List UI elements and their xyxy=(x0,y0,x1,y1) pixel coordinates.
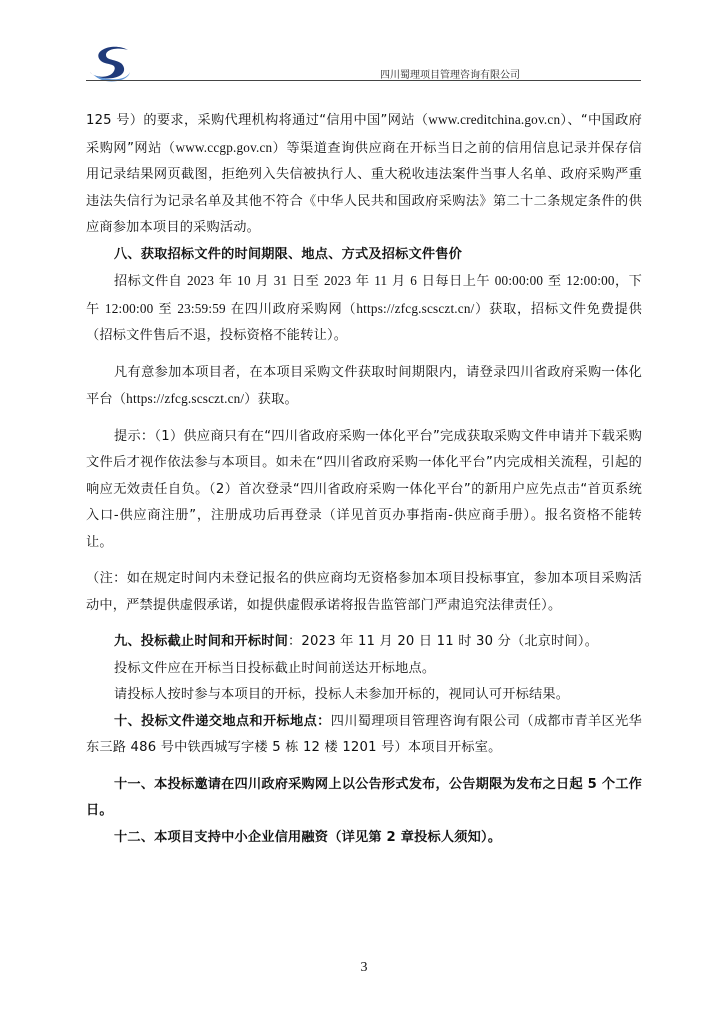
paragraph-note: （注：如在规定时间内未登记报名的供应商均无资格参加本项目投标事宜，参加本项目采购活动中，严禁提供虚假承诺，如提供虚假承诺将报告监管部门严肃追究法律责任）。 xyxy=(86,571,642,613)
company-logo-icon xyxy=(88,44,132,84)
heading-section-12: 十二、本项目支持中小企业信用融资（详见第 2 章投标人须知）。 xyxy=(114,829,502,845)
paragraph-platform-login: 凡有意参加本项目者，在本项目采购文件获取时间期限内，请登录四川省政府采购一体化平台（https://zfcg.scsczt.cn/）获取。 xyxy=(86,364,642,407)
paragraph-document-period: 招标文件自 2023 年 10 月 31 日至 2023 年 11 月 6 日每日上午 00:00:00 至 12:00:00，下午 12:00:00 至 23:59:59 在四川政府采购网（https://zfcg.scsczt.cn/）获取，招标文件免费提供（招标文件售后不退，投标资格不能转让）。 xyxy=(86,273,643,343)
paragraph-attendance: 请投标人按时参与本项目的开标，投标人未参加开标的，视同认可开标结果。 xyxy=(114,687,570,702)
heading-section-11: 十一、本投标邀请在四川政府采购网上以公告形式发布，公告期限为发布之日起 5 个工作日。 xyxy=(86,776,642,818)
heading-section-8: 八、获取招标文件的时间期限、地点、方式及招标文件售价 xyxy=(114,246,463,262)
page-number: 3 xyxy=(360,960,368,975)
paragraph-credit-check: 125 号）的要求，采购代理机构将通过“信用中国”网站（www.creditchina.gov.cn）、“中国政府采购网”网站（www.ccgp.gov.cn）等渠道查询供应商在开标当日之前的信用信息记录并保存信用记录结果网页截图，拒绝列入失信被执行人、重大税收违法案件当事人名单、政府采购严重违法失信行为记录名单及其他不符合《中华人民共和国政府采购法》第二十二条规定条件的供应商参加本项目的采购活动。 xyxy=(86,112,642,235)
header-company-name: 四川蜀理项目管理咨询有限公司 xyxy=(380,70,520,81)
header-divider xyxy=(86,80,641,81)
paragraph-delivery-deadline: 投标文件应在开标当日投标截止时间前送达开标地点。 xyxy=(114,660,436,676)
heading-section-10: 十、投标文件递交地点和开标地点：四川蜀理项目管理咨询有限公司（成都市青羊区光华东三路 486 号中铁西城写字楼 5 栋 12 楼 1201 号）本项目开标室。 xyxy=(86,713,642,755)
heading-section-9: 九、投标截止时间和开标时间：2023 年 11 月 20 日 11 时 30 分（北京时间）。 xyxy=(114,634,599,649)
paragraph-tips: 提示：（1）供应商只有在“四川省政府采购一体化平台”完成获取采购文件申请并下载采购文件后才视作依法参与本项目。如未在“四川省政府采购一体化平台”内完成相关流程，引起的响应无效责任自负。（2）首次登录“四川省政府采购一体化平台”的新用户应先点击“首页系统入口-供应商注册”，注册成功后再登录（详见首页办事指南-供应商手册）。报名资格不能转让。 xyxy=(86,428,642,550)
document-body xyxy=(86,107,642,851)
